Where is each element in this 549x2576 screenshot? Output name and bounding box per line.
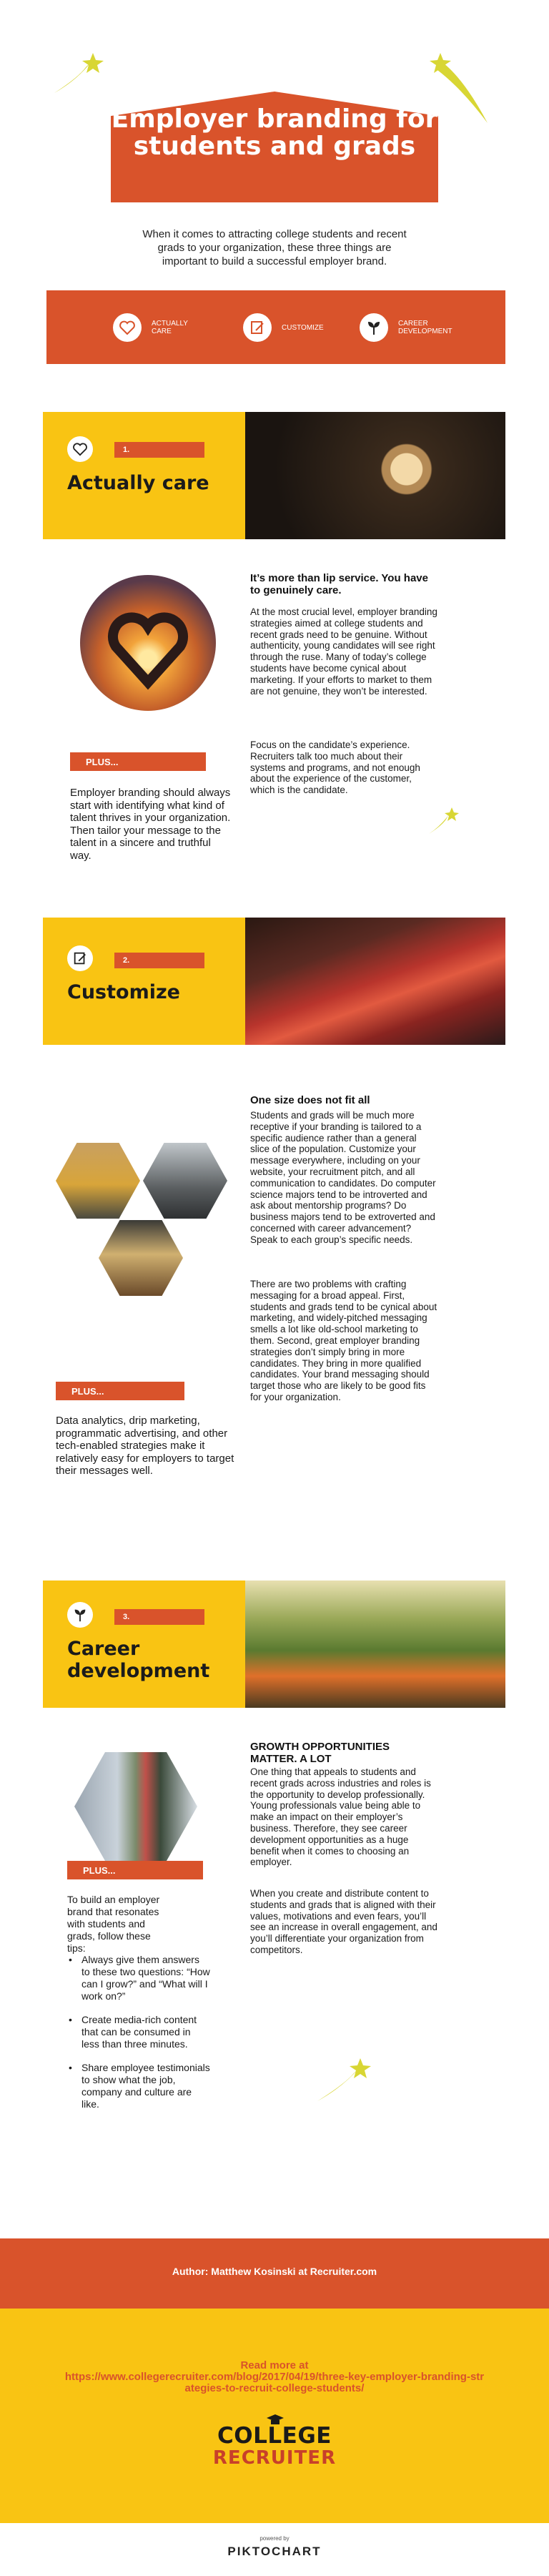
section-heading: One size does not fit all	[250, 1094, 370, 1106]
list-item: • Share employee testimonials to show what the job, company and culture are like.	[67, 2062, 210, 2110]
plus-label: PLUS...	[67, 1861, 203, 1879]
plus-text: To build an employer brand that resonates with students and grads, follow these tips:	[67, 1894, 160, 1954]
plus-label: PLUS...	[70, 752, 206, 771]
heart-hands-photo	[80, 575, 216, 711]
pillar-label: ACTUALLY CARE	[152, 320, 188, 335]
edit-icon	[67, 945, 93, 971]
read-more-link[interactable]	[64, 2360, 485, 2394]
intro-text: When it comes to attracting college students and recent grads to your organization, these three things are important to build a successful employer brand.	[142, 228, 407, 267]
pillars-bar	[46, 290, 505, 364]
piktochart-logo[interactable]: PIKTOCHART	[227, 2545, 322, 2558]
pillar-actually-care	[113, 312, 199, 343]
section-number: 1.	[114, 442, 204, 458]
tulips-photo	[245, 1580, 505, 1708]
section-title: Customize	[67, 981, 180, 1003]
author-credit: Author: Matthew Kosinski at Recruiter.com	[172, 2266, 377, 2277]
pillar-customize	[243, 312, 343, 343]
shooting-star-icon	[49, 51, 113, 102]
shooting-star-icon	[315, 2057, 379, 2107]
section-paragraph: Focus on the candidate’s experience. Recruiters talk too much about their systems and programs, and not enough about the experience of the customer, which is the candidate.	[250, 739, 420, 796]
section-paragraph: One thing that appeals to students and recent grads across industries and roles is the opportunity to develop professionally. Young professionals value being able to make an impact on their employer’s business. Therefore, they see career development opportunities as a huge benefit when it comes to choosing an employer.	[250, 1766, 431, 1868]
list-item: • Create media-rich content that can be consumed in less than three minutes.	[67, 2014, 210, 2050]
section-heading: It’s more than lip service. You have to genuinely care.	[250, 572, 428, 596]
logo-college: COLLEGE	[217, 2423, 332, 2449]
list-item: • Always give them answers to these two questions: “How can I grow?” and “What will I work on?”	[67, 1954, 210, 2002]
plus-text: Data analytics, drip marketing, programmatic advertising, and other tech-enabled strategies make it relatively easy for employers to target their messages well.	[56, 1415, 234, 1477]
section-paragraph: When you create and distribute content to students and grads that is aligned with their values, motivations and even fears, you’ll see an increase in overall engagement, and you’ll differentiate your organization from competitors.	[250, 1888, 437, 1955]
plus-text: Employer branding should always start with identifying what kind of talent thrives in your organization. Then tailor your message to the talent in a sincere and truthful way.	[70, 787, 231, 862]
sprout-icon	[360, 313, 388, 342]
read-more-label: Read more at	[240, 2359, 309, 2371]
section-heading: GROWTH OPPORTUNITIES MATTER. A LOT	[250, 1741, 390, 1765]
tips-list	[67, 1954, 210, 2122]
plus-label: PLUS...	[56, 1382, 184, 1400]
rose-photo	[245, 412, 505, 539]
sprout-icon	[67, 1602, 93, 1628]
ties-photo	[99, 1220, 183, 1296]
edit-icon	[243, 313, 272, 342]
section-number: 3.	[114, 1609, 204, 1625]
heart-icon	[113, 313, 142, 342]
page-title: Employer branding for students and grads	[111, 104, 438, 161]
logo-recruiter: RECRUITER	[212, 2447, 337, 2469]
bow-tie-photo	[245, 918, 505, 1045]
powered-by: powered by	[259, 2535, 290, 2542]
pillar-label: CUSTOMIZE	[282, 323, 324, 332]
read-more-url[interactable]: https://www.collegerecruiter.com/blog/2017/04/19/three-key-employer-branding-strategies-to-recruit-college-students/	[64, 2371, 485, 2394]
heart-icon	[67, 436, 93, 462]
section-title: Actually care	[67, 472, 209, 494]
section-paragraph: There are two problems with crafting messaging for a broad appeal. First, students and grads tend to be cynical about marketing, and widely-pitched messaging smells a lot like old-school marketing to them. Second, great employer branding strategies don’t simply bring in more candidates. They bring in more qualified candidates. Your brand messaging should target those who are likely to be good fits for your organization.	[250, 1279, 437, 1402]
shooting-star-icon	[426, 807, 460, 838]
building-photo	[74, 1752, 197, 1861]
section-title: Career development	[67, 1638, 210, 1682]
pillar-career-development	[360, 312, 481, 343]
section-paragraph: At the most crucial level, employer branding strategies aimed at college students and recent grads need to be genuine. Without authenticity, young candidates will see right through the ruse. Many of today’s college students have become cynical about marketing. If your efforts to market to them are not genuine, they won’t be interested.	[250, 606, 437, 697]
student-photo	[143, 1143, 227, 1219]
student-photo	[56, 1143, 140, 1219]
pillar-label: CAREER DEVELOPMENT	[398, 320, 452, 335]
section-paragraph: Students and grads will be much more receptive if your branding is tailored to a specific audience rather than a general slice of the population. Customize your message everywhere, including on your website, your recruitment pitch, and all communication to candidates. Do computer science majors tend to be introverted and ask about mentorship programs? Do business majors tend to be extroverted and concerned with career advancement? Speak to each group’s specific needs.	[250, 1110, 436, 1245]
section-number: 2.	[114, 953, 204, 968]
